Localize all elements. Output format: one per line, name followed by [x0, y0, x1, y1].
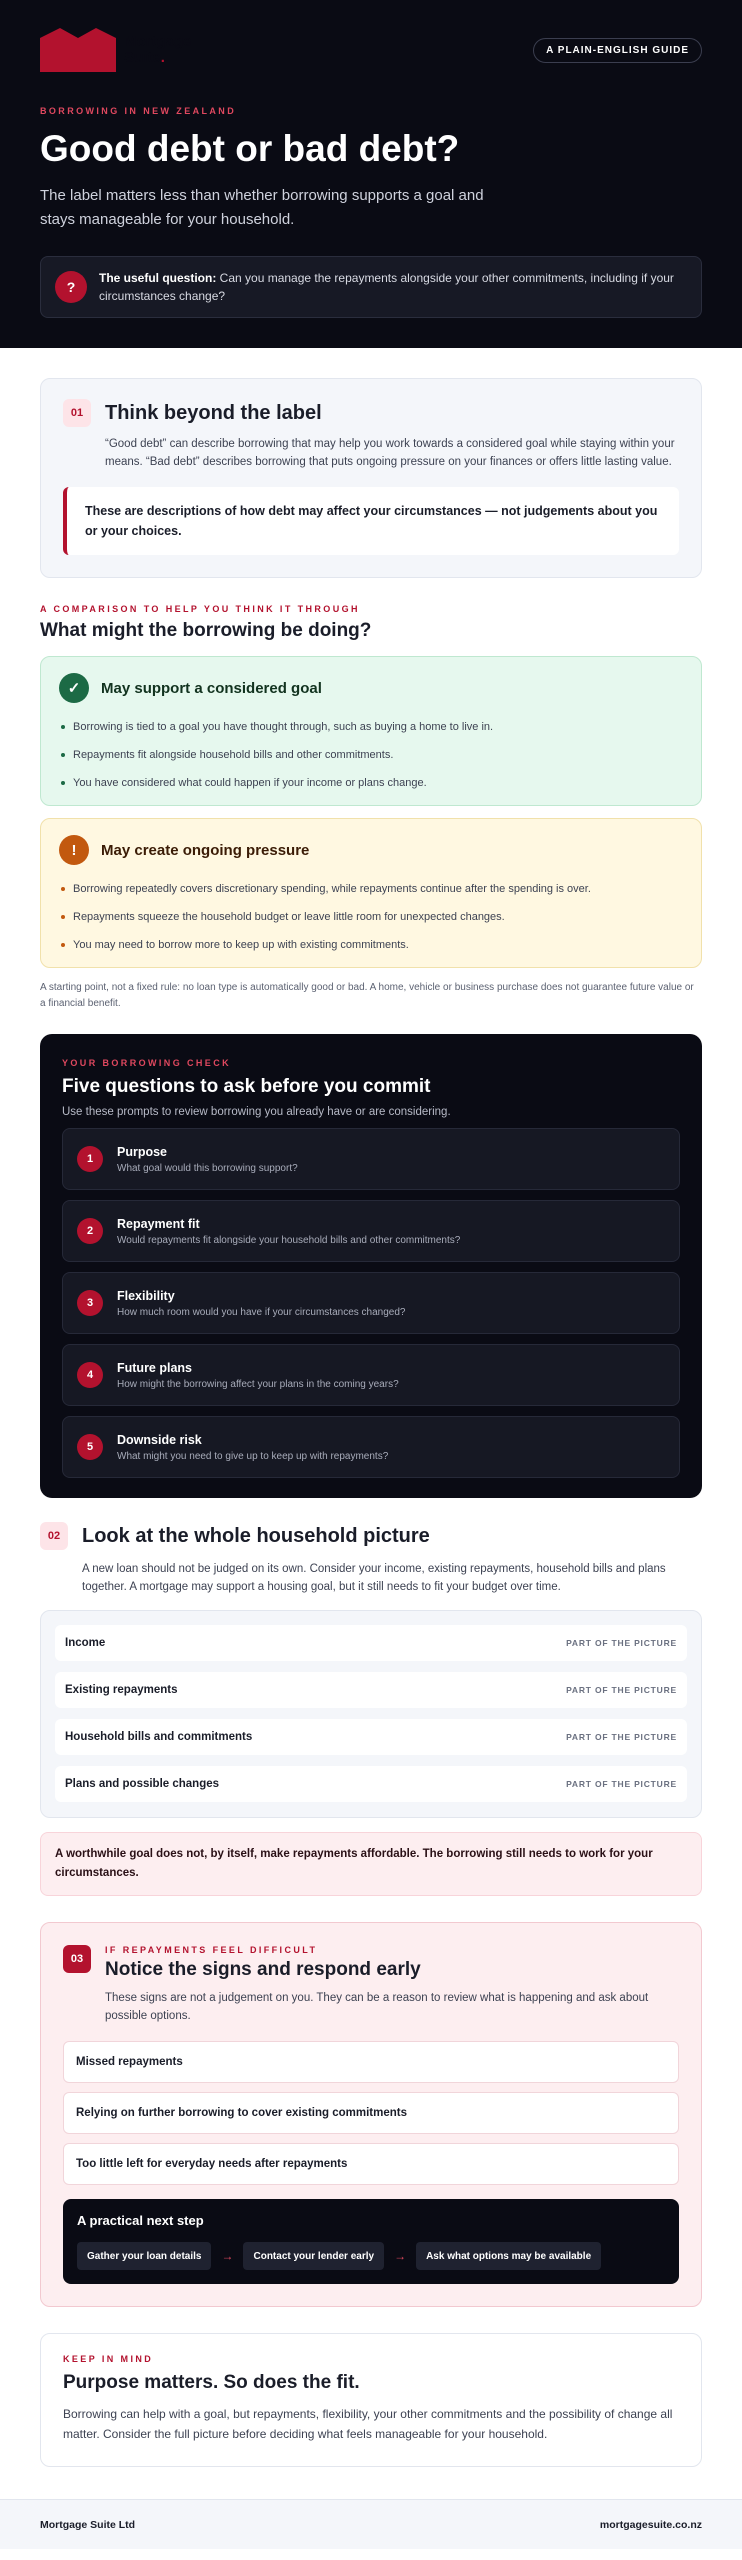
- sign-item: Relying on further borrowing to cover existing commitments: [63, 2092, 679, 2134]
- list-item: Borrowing is tied to a goal you have thought through, such as buying a home to live in.: [59, 713, 683, 741]
- question-mark-icon: ?: [55, 271, 87, 303]
- footer-brand: Mortgage Suite Ltd: [40, 2518, 136, 2531]
- hero-kicker: BORROWING IN NEW ZEALAND: [40, 106, 237, 116]
- section-02-body: A new loan should not be judged on its own. Consider your income, existing repayments, household bills and plans together. A mortgage may support a housing goal, but it still needs to fit your budget over time.: [82, 1563, 666, 1593]
- check-kicker: YOUR BORROWING CHECK: [62, 1058, 231, 1068]
- topbar: [40, 26, 702, 74]
- borrowing-check-card: [40, 1034, 702, 1498]
- main-content: [0, 348, 742, 2467]
- good-panel-title: May support a considered goal: [101, 679, 322, 697]
- list-item: You have considered what could happen if your income or plans change.: [59, 769, 683, 797]
- footer-url-link[interactable]: mortgagesuite.co.nz: [599, 2518, 702, 2531]
- list-item: You may need to borrow more to keep up with existing commitments.: [59, 931, 683, 959]
- arrow-right-icon: →: [394, 2249, 407, 2263]
- comparison-title: What might the borrowing be doing?: [40, 620, 372, 641]
- useful-question-label: The useful question:: [99, 271, 217, 285]
- arrow-right-icon: →: [221, 2249, 234, 2263]
- comparison-disclaimer: A starting point, not a fixed rule: no loan type is automatically good or bad. A home, vehicle or business purchase does not guarantee future value or a financial benefit.: [40, 982, 694, 1009]
- logo-line1: Mortgage: [124, 33, 192, 50]
- factor-row-existing-repayments: [55, 1672, 687, 1708]
- question-number: 5: [77, 1434, 103, 1460]
- logo-wordmark: Mortgage Suite.: [124, 33, 192, 66]
- factor-name: Income: [65, 1637, 106, 1649]
- section-01-note: These are descriptions of how debt may affect your circumstances — not judgements about you or your choices.: [63, 487, 679, 555]
- bad-panel-title: May create ongoing pressure: [101, 841, 310, 859]
- section-number-badge: 01: [63, 399, 91, 427]
- good-list: [59, 713, 683, 797]
- factor-tag: PART OF THE PICTURE: [566, 1638, 677, 1648]
- check-subtitle: Use these prompts to review borrowing you already have or are considering.: [62, 1106, 451, 1118]
- section-01-body: “Good debt” can describe borrowing that may help you work towards a considered goal while staying within your means. “Bad debt” describes borrowing that puts ongoing pressure on your finances or offers little lasting value.: [105, 438, 675, 468]
- section-03-title: Notice the signs and respond early: [105, 1959, 421, 1980]
- question-desc: How much room would you have if your circumstances changed?: [117, 1306, 406, 1318]
- sign-item: Too little left for everyday needs after repayments: [63, 2143, 679, 2185]
- check-icon: ✓: [59, 673, 89, 703]
- question-desc: What might you need to give up to keep up with repayments?: [117, 1450, 389, 1462]
- logo-line2: Suite: [124, 49, 161, 66]
- sign-item: Missed repayments: [63, 2041, 679, 2083]
- factor-row-plans: [55, 1766, 687, 1802]
- question-title: Repayment fit: [117, 1216, 200, 1231]
- warning-signs-list: [63, 2041, 679, 2185]
- question-number: 4: [77, 1362, 103, 1388]
- factor-tag: PART OF THE PICTURE: [566, 1685, 677, 1695]
- section-number-badge: 02: [40, 1522, 68, 1550]
- hero: [0, 0, 742, 348]
- factor-name: Existing repayments: [65, 1684, 178, 1696]
- step-ask-options: Ask what options may be available: [416, 2242, 601, 2270]
- keep-kicker: KEEP IN MIND: [63, 2354, 154, 2364]
- next-step-box: [63, 2199, 679, 2284]
- page-title: Good debt or bad debt?: [40, 128, 460, 169]
- logo[interactable]: [40, 28, 192, 72]
- guide-badge: A PLAIN-ENGLISH GUIDE: [533, 38, 702, 63]
- section-number-badge: 03: [63, 1945, 91, 1973]
- bad-debt-panel: [40, 818, 702, 968]
- next-steps: [77, 2242, 665, 2270]
- question-item-downside-risk: [62, 1416, 680, 1478]
- section-02: [40, 1522, 702, 1596]
- keep-title: Purpose matters. So does the fit.: [63, 2372, 360, 2393]
- list-item: Repayments fit alongside household bills and other commitments.: [59, 741, 683, 769]
- step-contact-lender: Contact your lender early: [243, 2242, 384, 2270]
- section-02-title: Look at the whole household picture: [82, 1524, 430, 1547]
- footer: [0, 2499, 742, 2549]
- factor-name: Household bills and commitments: [65, 1731, 253, 1743]
- keep-in-mind-card: [40, 2333, 702, 2467]
- affordability-note: A worthwhile goal does not, by itself, make repayments affordable. The borrowing still needs to work for your circumstances.: [40, 1832, 702, 1896]
- section-03-kicker: IF REPAYMENTS FEEL DIFFICULT: [105, 1945, 318, 1955]
- question-desc: How might the borrowing affect your plans in the coming years?: [117, 1378, 399, 1390]
- question-item-repayment-fit: [62, 1200, 680, 1262]
- step-gather-details: Gather your loan details: [77, 2242, 211, 2270]
- keep-body: Borrowing can help with a goal, but repayments, flexibility, your other commitments and the possibility of change all matter. Consider the full picture before deciding what feels manageable for your household.: [63, 2407, 673, 2441]
- question-item-future-plans: [62, 1344, 680, 1406]
- question-title: Future plans: [117, 1360, 193, 1375]
- factor-tag: PART OF THE PICTURE: [566, 1732, 677, 1742]
- section-03-body: These signs are not a judgement on you. They can be a reason to review what is happening and ask about possible options.: [105, 1992, 649, 2022]
- section-01-title: Think beyond the label: [105, 401, 322, 424]
- list-item: Repayments squeeze the household budget or leave little room for unexpected changes.: [59, 903, 683, 931]
- hero-lede: The label matters less than whether borrowing supports a goal and stays manageable for your household.: [40, 187, 484, 228]
- good-debt-panel: [40, 656, 702, 806]
- factor-tag: PART OF THE PICTURE: [566, 1779, 677, 1789]
- section-01-card: [40, 378, 702, 578]
- question-number: 2: [77, 1218, 103, 1244]
- warning-icon: !: [59, 835, 89, 865]
- question-desc: Would repayments fit alongside your household bills and other commitments?: [117, 1234, 461, 1246]
- list-item: Borrowing repeatedly covers discretionary spending, while repayments continue after the spending is over.: [59, 875, 683, 903]
- factor-row-income: [55, 1625, 687, 1661]
- check-title: Five questions to ask before you commit: [62, 1076, 431, 1097]
- useful-question-text: [99, 269, 687, 305]
- question-item-purpose: [62, 1128, 680, 1190]
- useful-question-body: Can you manage the repayments alongside your other commitments, including if your circumstances change?: [99, 271, 674, 303]
- question-desc: What goal would this borrowing support?: [117, 1162, 298, 1174]
- question-item-flexibility: [62, 1272, 680, 1334]
- question-title: Downside risk: [117, 1432, 202, 1447]
- comparison-kicker: A COMPARISON TO HELP YOU THINK IT THROUGH: [40, 604, 360, 614]
- next-step-title: A practical next step: [77, 2213, 204, 2228]
- household-factors: [40, 1610, 702, 1818]
- section-03-card: [40, 1922, 702, 2307]
- useful-question-box: [40, 256, 702, 318]
- factor-row-bills: [55, 1719, 687, 1755]
- bad-list: [59, 875, 683, 959]
- house-logo-icon: [40, 28, 116, 72]
- question-title: Flexibility: [117, 1288, 175, 1303]
- question-number: 1: [77, 1146, 103, 1172]
- factor-name: Plans and possible changes: [65, 1778, 220, 1790]
- question-title: Purpose: [117, 1144, 168, 1159]
- question-number: 3: [77, 1290, 103, 1316]
